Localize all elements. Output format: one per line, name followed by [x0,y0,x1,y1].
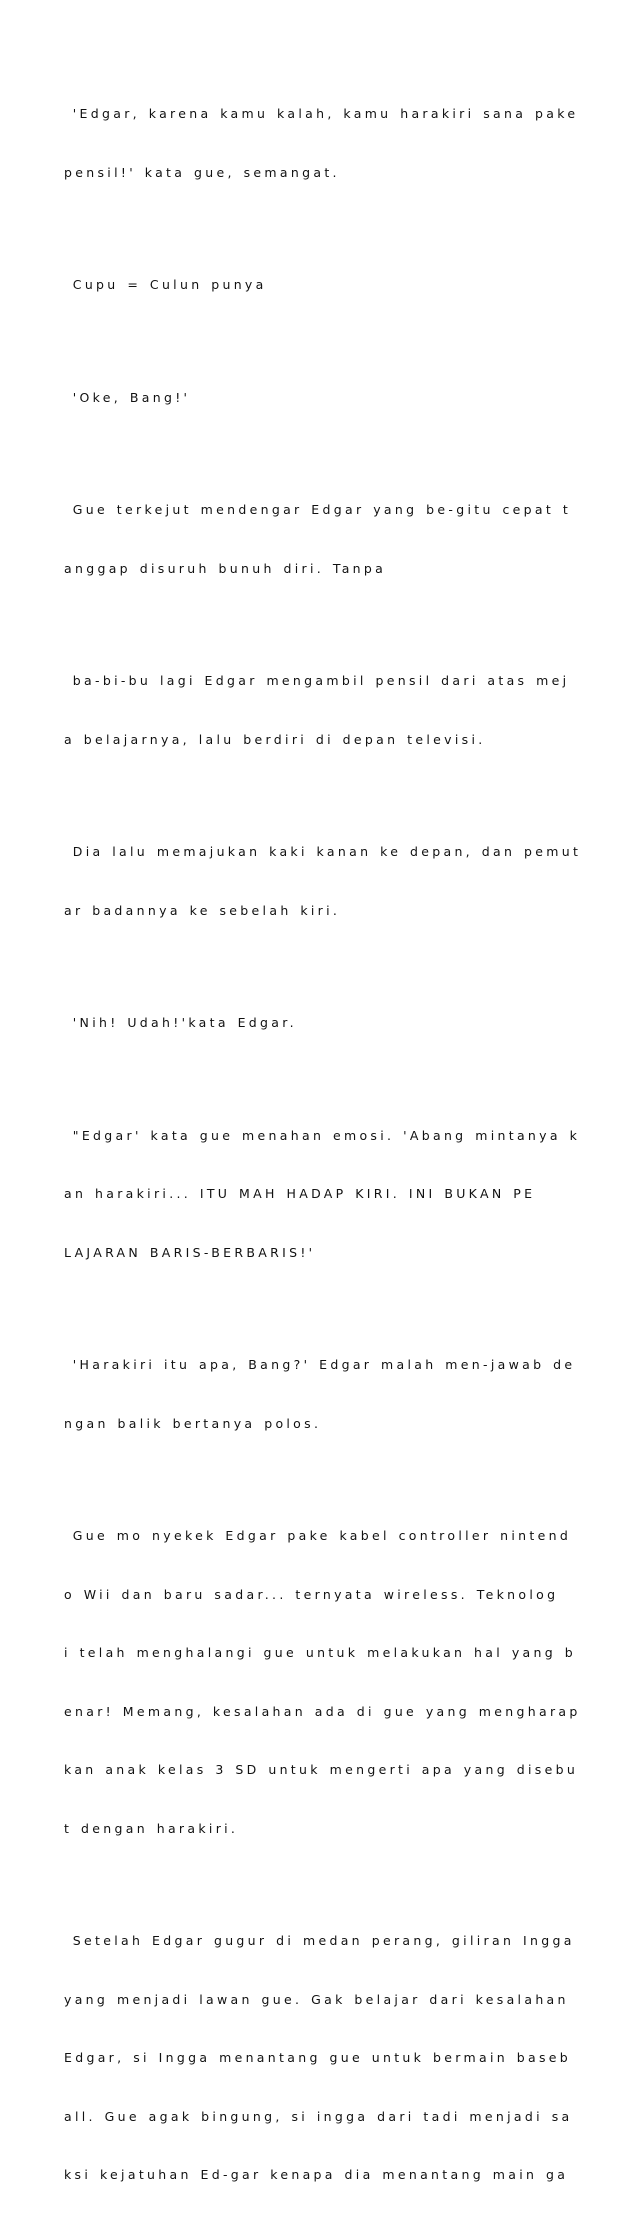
text-line: i telah menghalangi gue untuk melakukan hal yang b [64,1645,577,1660]
text-line: a belajarnya, lalu berdiri di depan televisi. [64,731,486,747]
paragraph [64,803,582,959]
text-line: 'Oke, Bang!' [64,389,191,405]
paragraph [64,1487,581,1877]
text-line: anggap disuruh bunuh diri. Tanpa [64,560,387,576]
text-line: yang menjadi lawan gue. Gak belajar dari kesalahan [64,1991,569,2007]
text-line: ba-bi-bu lagi Edgar mengambil pensil dari atas mej [64,673,570,688]
text-line: o Wii dan baru sadar... ternyata wireless. Teknolog [64,1586,559,1602]
text-line: all. Gue agak bingung, si ingga dari tadi menjadi sa [64,2108,573,2124]
paragraph [64,1316,576,1472]
text-line: Cupu = Culun punya [64,277,267,292]
text-line: ksi kejatuhan Ed-gar kenapa dia menantang main ga [64,2167,569,2182]
text-line: ar badannya ke sebelah kiri. [64,902,341,918]
text-line: Edgar, si Ingga menantang gue untuk bermain baseb [64,2050,572,2065]
text-line: LAJARAN BARIS-BERBARIS!' [64,1244,316,1260]
text-line: Setelah Edgar gugur di medan perang, giliran Ingga [64,1933,575,1948]
text-line: ngan balik bertanya polos. [64,1415,322,1431]
text-line: Gue terkejut mendengar Edgar yang be-gitu cepat t [64,502,572,517]
paragraph [64,349,564,447]
text-line: Gue mo nyekek Edgar pake kabel controller nintend [64,1528,572,1543]
text-line: t dengan harakiri. [64,1820,239,1836]
text-line: 'Nih! Udah!'kata Edgar. [64,1015,297,1030]
text-line: "Edgar' kata gue menahan emosi. 'Abang mintanya k [64,1127,581,1143]
text-line: an harakiri... ITU MAH HADAP KIRI. INI BUKAN PE [64,1186,536,1201]
story-text [64,65,582,2239]
paragraph [64,461,572,617]
text-line: Dia lalu memajukan kaki kanan ke depan, dan pemut [64,844,582,859]
paragraph [64,1087,581,1302]
text-line: enar! Memang, kesalahan ada di gue yang mengharap [64,1703,581,1719]
paragraph [64,974,564,1072]
text-line: 'Edgar, karena kamu kalah, kamu harakiri sana pake [64,106,579,121]
text-line: 'Harakiri itu apa, Bang?' Edgar malah men-jawab de [64,1357,576,1372]
paragraph [64,236,564,334]
text-line: pensil!' kata gue, semangat. [64,164,340,180]
paragraph [64,632,570,788]
paragraph [64,65,579,221]
paragraph [64,1892,575,2224]
text-line: kan anak kelas 3 SD untuk mengerti apa yang disebu [64,1762,579,1777]
